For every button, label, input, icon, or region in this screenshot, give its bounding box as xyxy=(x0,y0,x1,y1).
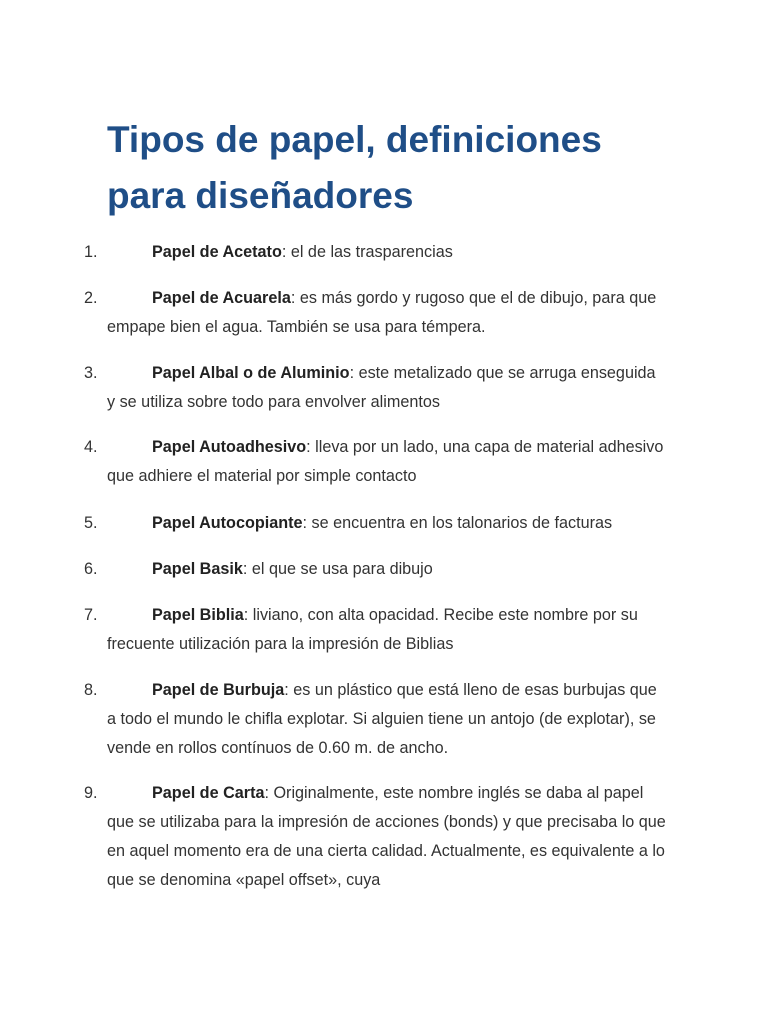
list-item-body xyxy=(107,509,667,538)
list-item-number: 1. xyxy=(84,243,98,261)
list-item-text: : es un plástico que está lleno de esas burbujas que a todo el mundo le chifla explotar. Si alguien tiene un antojo (de explotar), se vende en rollos contínuos de 0.60 m. de ancho. xyxy=(107,681,657,757)
list-item xyxy=(0,238,768,267)
list-item xyxy=(0,676,768,763)
list-item-number: 7. xyxy=(84,606,98,624)
list-item-body xyxy=(107,601,667,659)
list-item-number: 6. xyxy=(84,560,98,578)
list-item-text: : se encuentra en los talonarios de facturas xyxy=(302,514,613,532)
list-item-body xyxy=(107,433,667,491)
list-item-body xyxy=(107,779,667,895)
list-item-term: Papel Albal o de Aluminio xyxy=(152,364,350,382)
list-item-text: : el que se usa para dibujo xyxy=(242,560,433,578)
list-item xyxy=(0,284,768,342)
list-item-term: Papel Biblia xyxy=(152,606,244,624)
list-item-text: : el de las trasparencias xyxy=(281,243,453,261)
list-item-term: Papel Basik xyxy=(152,560,243,578)
list-item xyxy=(0,555,768,584)
list-item xyxy=(0,433,768,491)
list-item-term: Papel de Carta xyxy=(152,784,265,802)
list-item-number: 2. xyxy=(84,289,98,307)
list-item xyxy=(0,359,768,417)
list-item-text: : liviano, con alta opacidad. Recibe este nombre por su frecuente utilización para la impresión de Biblias xyxy=(107,606,638,653)
list-item xyxy=(0,779,768,895)
list-item xyxy=(0,509,768,538)
page-title: Tipos de papel, definiciones para diseñadores xyxy=(107,119,602,216)
list-item-number: 9. xyxy=(84,784,98,802)
list-item-body xyxy=(107,284,667,342)
list-item-text: : este metalizado que se arruga enseguida y se utiliza sobre todo para envolver alimentos xyxy=(107,364,656,411)
list-item-body xyxy=(107,555,667,584)
list-item-text: : Originalmente, este nombre inglés se daba al papel que se utilizaba para la impresión de acciones (bonds) y que precisaba lo que en aquel momento era de una cierta calidad. Actualmente, es equivalente a lo que se denomina «papel offset», cuya xyxy=(107,784,666,889)
list-item-number: 8. xyxy=(84,681,98,699)
list-item-term: Papel de Acuarela xyxy=(152,289,291,307)
list-item-number: 5. xyxy=(84,514,98,532)
list-item-term: Papel de Burbuja xyxy=(152,681,285,699)
list-item-text: : es más gordo y rugoso que el de dibujo, para que empape bien el agua. También se usa para témpera. xyxy=(107,289,657,336)
list-item-term: Papel Autoadhesivo xyxy=(152,438,307,456)
list-item-body xyxy=(107,676,667,763)
list-item-number: 3. xyxy=(84,364,98,382)
list-item-number: 4. xyxy=(84,438,98,456)
list-item-text: : lleva por un lado, una capa de material adhesivo que adhiere el material por simple contacto xyxy=(107,438,664,485)
list-item-body xyxy=(107,238,667,267)
list-item xyxy=(0,601,768,659)
list-item-term: Papel Autocopiante xyxy=(152,514,303,532)
list-item-body xyxy=(107,359,667,417)
list-item-term: Papel de Acetato xyxy=(152,243,282,261)
